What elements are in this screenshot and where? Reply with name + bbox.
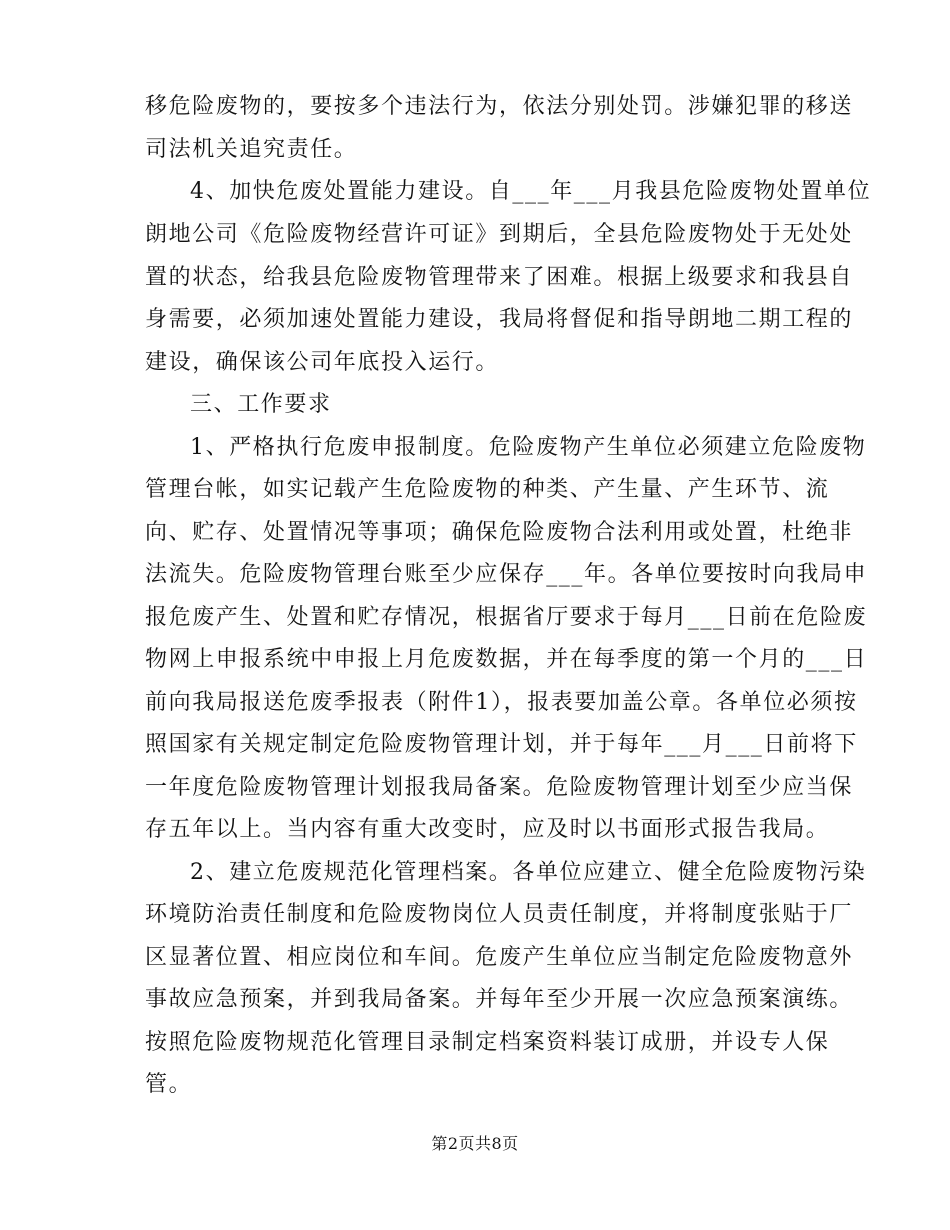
body-text-line: 管。 — [145, 1072, 193, 1097]
body-text-line: 前向我局报送危废季报表（附件1），报表要加盖公章。各单位必须按 — [145, 690, 858, 715]
body-text-line: 置的状态，给我县危险废物管理带来了困难。根据上级要求和我县自 — [145, 265, 854, 290]
body-text-line: 环境防治责任制度和危险废物岗位人员责任制度，并将制度张贴于厂 — [145, 902, 854, 927]
body-text-line: 照国家有关规定制定危险废物管理计划，并于每年___月___日前将下 — [145, 732, 858, 757]
body-text-line: 区显著位置、相应岗位和车间。危废产生单位应当制定危险废物意外 — [145, 945, 854, 970]
body-text-line: 存五年以上。当内容有重大改变时，应及时以书面形式报告我局。 — [145, 817, 830, 842]
body-text-line: 朗地公司《危险废物经营许可证》到期后，全县危险废物处于无处处 — [145, 222, 854, 247]
body-text-line: 一年度危险废物管理计划报我局备案。危险废物管理计划至少应当保 — [145, 775, 854, 800]
page-number-footer: 第2页共8页 — [431, 1134, 519, 1153]
body-text-line: 按照危险废物规范化管理目录制定档案资料装订成册，并设专人保 — [145, 1030, 830, 1055]
body-text-line: 1、严格执行危废申报制度。危险废物产生单位必须建立危险废物 — [190, 435, 867, 460]
body-text-line: 向、贮存、处置情况等事项；确保危险废物合法利用或处置，杜绝非 — [145, 520, 854, 545]
body-text-line: 司法机关追究责任。 — [145, 137, 358, 162]
body-text-line: 管理台帐，如实记载产生危险废物的种类、产生量、产生环节、流 — [145, 477, 830, 502]
body-text-line: 2、建立危废规范化管理档案。各单位应建立、健全危险废物污染 — [190, 860, 867, 885]
body-text-line: 建设，确保该公司年底投入运行。 — [145, 350, 500, 375]
body-text-line: 移危险废物的，要按多个违法行为，依法分别处罚。涉嫌犯罪的移送 — [145, 94, 854, 119]
body-text-line: 事故应急预案，并到我局备案。并每年至少开展一次应急预案演练。 — [145, 987, 854, 1012]
body-text-line: 4、加快危废处置能力建设。自___年___月我县危险废物处置单位 — [190, 179, 872, 204]
section-heading: 三、工作要求 — [190, 392, 332, 417]
body-text-line: 报危废产生、处置和贮存情况，根据省厅要求于每月___日前在危险废 — [145, 605, 868, 630]
body-text-line: 法流失。危险废物管理台账至少应保存___年。各单位要按时向我局申 — [145, 562, 868, 587]
body-text-line: 物网上申报系统中申报上月危废数据，并在每季度的第一个月的___日 — [145, 647, 868, 672]
body-text-line: 身需要，必须加速处置能力建设，我局将督促和指导朗地二期工程的 — [145, 307, 854, 332]
